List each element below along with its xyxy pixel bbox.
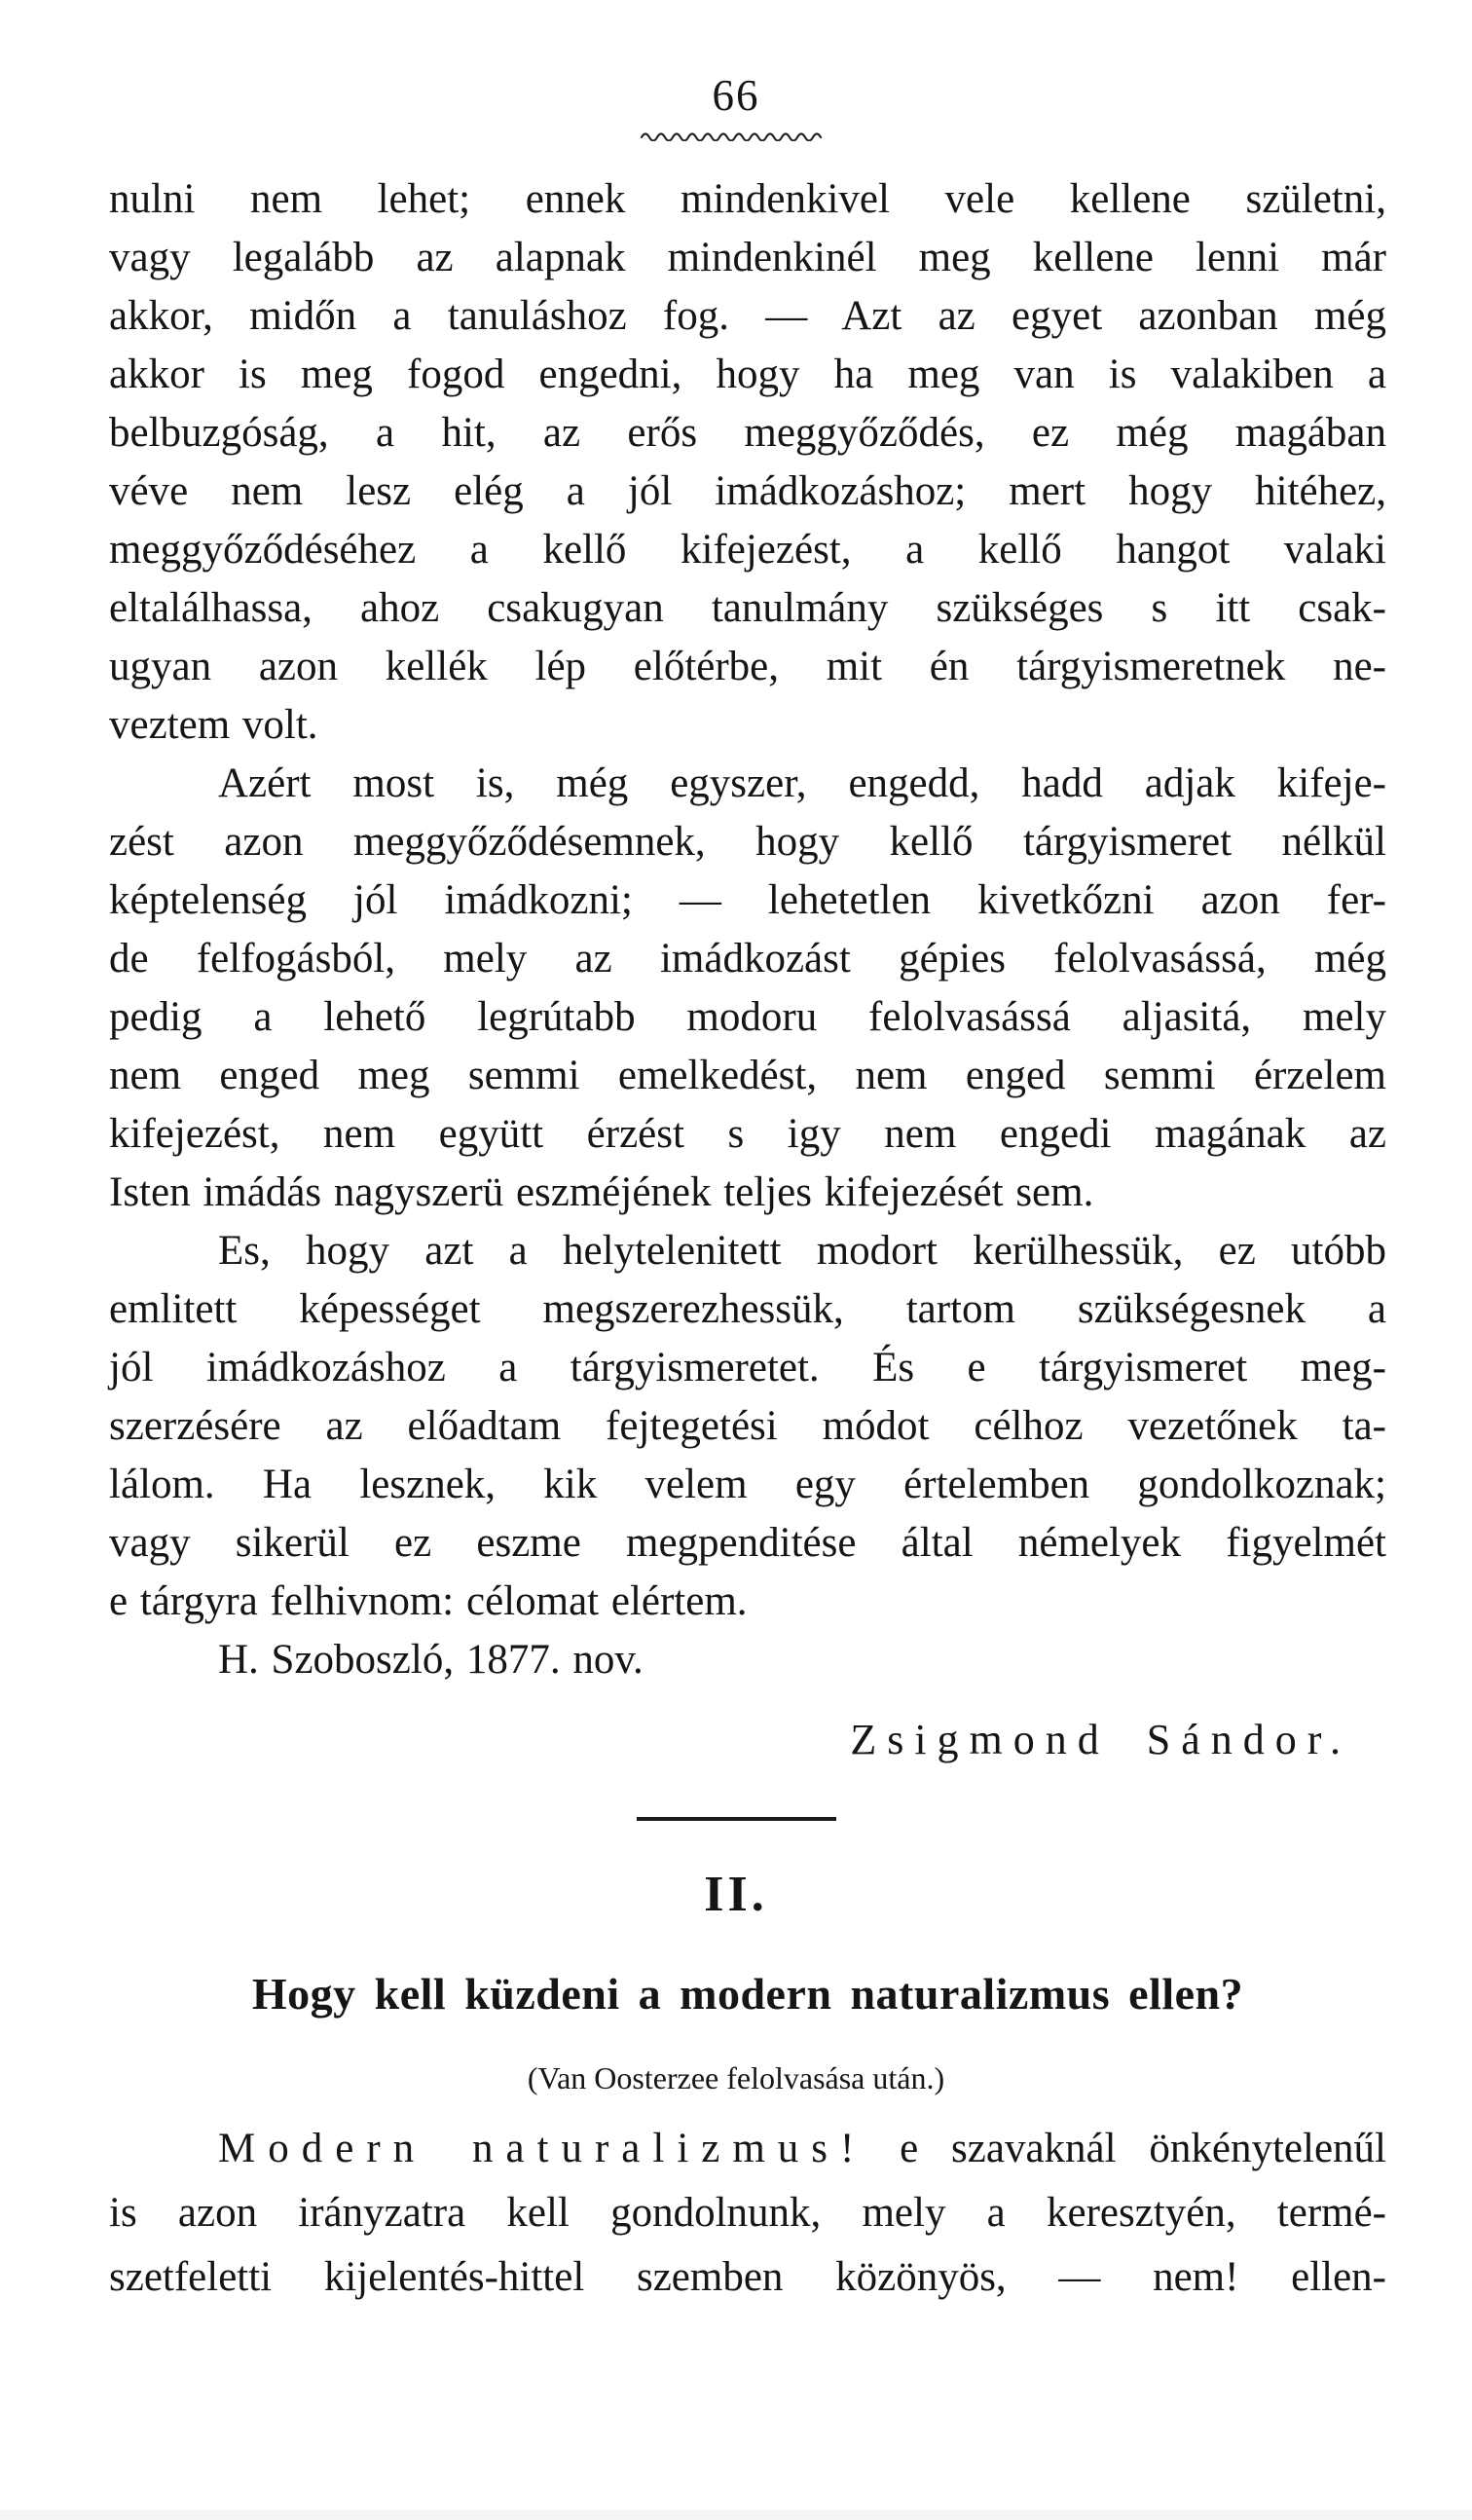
text-line: lálom. Ha lesznek, kik velem egy értelemben gondolkoznak;: [109, 1462, 1386, 1507]
section-paragraph: [109, 2117, 1386, 2310]
text-line: eltalálhassa, ahoz csakugyan tanulmány szükséges s itt csak-: [109, 585, 1386, 631]
text-line: de felfogásból, mely az imádkozást gépies felolvasássá, még: [109, 936, 1386, 982]
text-line: jól imádkozáshoz a tárgyismeretet. És e tárgyismeret meg-: [109, 1345, 1386, 1390]
text-line: zést azon meggyőződésemnek, hogy kellő tárgyismeret nélkül: [109, 819, 1386, 865]
scan-bottom-edge: [0, 2510, 1472, 2520]
text-line: nulni nem lehet; ennek mindenkivel vele kellene születni,: [109, 176, 1386, 222]
text-line: e tárgyra felhivnom: célomat elértem.: [109, 1578, 748, 1624]
text-line: szetfeletti kijelentés-hittel szemben közönyös, — nem! ellen-: [109, 2253, 1386, 2300]
text-line: emlitett képességet megszerezhessük, tartom szükségesnek a: [109, 1286, 1386, 1332]
text-line: képtelenség jól imádkozni; — lehetetlen kivetkőzni azon fer-: [109, 877, 1386, 923]
text-line: Isten imádás nagyszerü eszméjének teljes kifejezését sem.: [109, 1169, 1094, 1215]
body-text: [109, 170, 1386, 1689]
text-line: vagy legalább az alapnak mindenkinél meg kellene lenni már: [109, 235, 1386, 280]
text-line: belbuzgóság, a hit, az erős meggyőződés, ez még magában: [109, 410, 1386, 456]
text-line: nem enged meg semmi emelkedést, nem enged semmi érzelem: [109, 1053, 1386, 1098]
text-line: Azért most is, még egyszer, engedd, hadd adjak kifeje-: [218, 760, 1386, 806]
text-line: ugyan azon kellék lép előtérbe, mit én tárgyismeretnek ne-: [109, 644, 1386, 689]
text-line: Es, hogy azt a helytelenitett modort kerülhessük, ez utóbb: [218, 1228, 1386, 1274]
lead-spaced-text: Modern naturalizmus!: [218, 2125, 867, 2171]
section-divider: [637, 1817, 836, 1821]
page-number: 66: [712, 71, 760, 120]
text-line: szerzésére az előadtam fejtegetési módot célhoz vezetőnek ta-: [109, 1403, 1386, 1449]
text-line: H. Szoboszló, 1877. nov.: [218, 1637, 644, 1683]
text-line: akkor is meg fogod engedni, hogy ha meg van is valakiben a: [109, 352, 1386, 397]
lead-rest-text: e szavaknál önkénytelenűl: [900, 2125, 1386, 2171]
section-subtitle: (Van Oosterzee felolvasása után.): [527, 2059, 945, 2095]
text-line: kifejezést, nem együtt érzést s igy nem engedi magának az: [109, 1111, 1386, 1157]
signature: Zsigmond Sándor.: [850, 1716, 1351, 1763]
section-heading: Hogy kell küzdeni a modern naturalizmus ellen?: [251, 1968, 1244, 2019]
section-numeral: II.: [704, 1866, 768, 1922]
text-line: [109, 2117, 1386, 2181]
text-line: akkor, midőn a tanuláshoz fog. — Azt az egyet azonban még: [109, 293, 1386, 339]
text-line: véve nem lesz elég a jól imádkozáshoz; mert hogy hitéhez,: [109, 468, 1386, 514]
text-line: is azon irányzatra kell gondolnunk, mely a keresztyén, termé-: [109, 2189, 1386, 2236]
text-line: vagy sikerül ez eszme megpenditése által némelyek figyelmét: [109, 1520, 1386, 1566]
text-line: veztem volt.: [109, 702, 318, 748]
text-line: meggyőződéséhez a kellő kifejezést, a kellő hangot valaki: [109, 527, 1386, 573]
wavy-underline-ornament: [640, 130, 832, 141]
text-line: pedig a lehető legrútabb modoru felolvasássá aljasitá, mely: [109, 994, 1386, 1040]
section-paragraph-lines: [109, 2181, 1386, 2310]
